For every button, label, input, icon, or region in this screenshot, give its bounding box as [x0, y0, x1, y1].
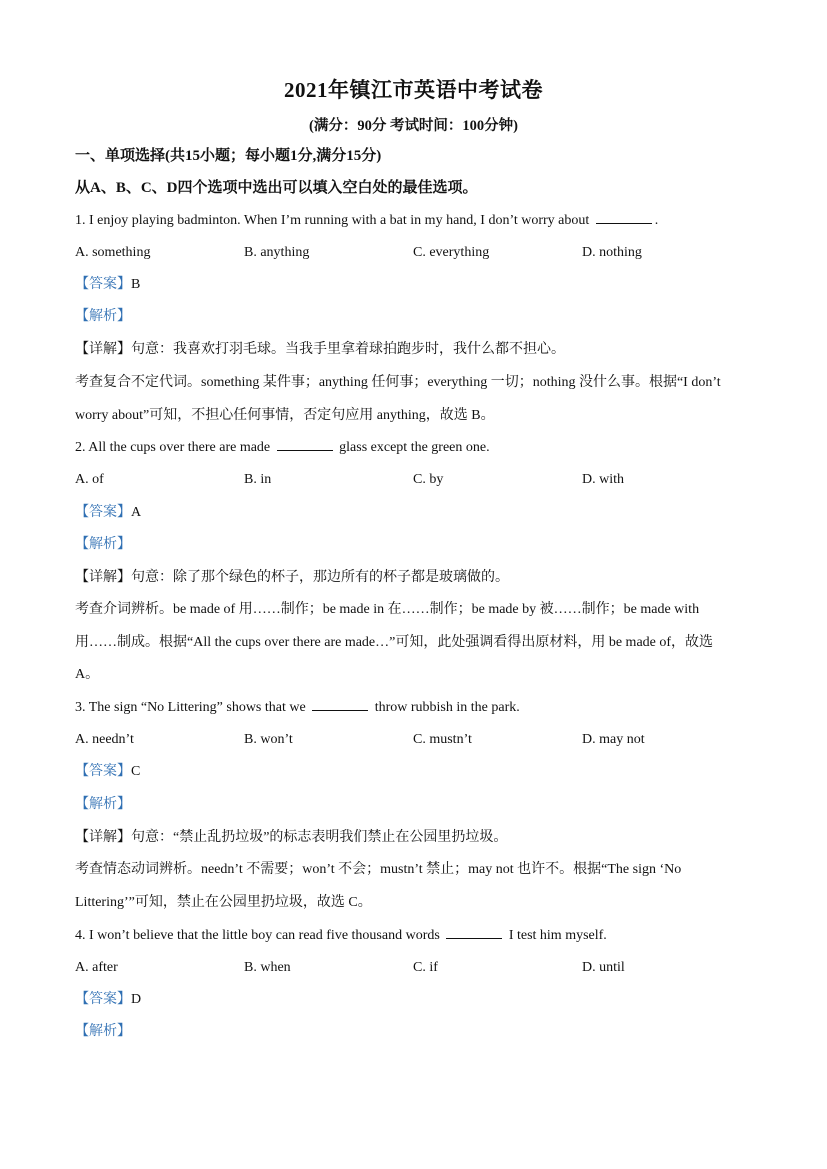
- section-instruction: 从A、B、C、D四个选项中选出可以填入空白处的最佳选项。: [75, 180, 478, 196]
- answer-value: A: [131, 505, 142, 520]
- option-a: A. of: [75, 472, 104, 487]
- analysis-label: 【解析】: [75, 537, 131, 552]
- answer-value: D: [131, 992, 142, 1007]
- option-d: D. may not: [582, 732, 645, 747]
- detail-line: 【详解】句意：除了那个绿色的杯子，那边所有的杯子都是玻璃做的。: [75, 570, 509, 585]
- option-c: C. everything: [413, 245, 490, 260]
- explanation-line: 考查复合不定代词。something 某件事；anything 任何事；everything 一切；nothing 没什么事。根据“I don’t: [75, 375, 721, 390]
- exam-info: (满分：90分 考试时间：100分钟): [308, 118, 519, 134]
- answer-blank: [596, 211, 652, 224]
- answer-blank: [312, 698, 368, 711]
- option-c: C. mustn’t: [413, 732, 472, 747]
- option-c: C. by: [413, 472, 444, 487]
- option-a: A. needn’t: [75, 732, 134, 747]
- explanation-line: 考查介词辨析。be made of 用……制作；be made in 在……制作；be made by 被……制作；be made with: [75, 602, 700, 617]
- answer-label: 【答案】: [75, 764, 131, 779]
- option-b: B. in: [244, 472, 272, 487]
- answer-label: 【答案】: [75, 505, 131, 520]
- answer-line: [75, 503, 141, 523]
- option-b: B. won’t: [244, 732, 293, 747]
- analysis-label: 【解析】: [75, 1024, 131, 1039]
- question-stem: 1. I enjoy playing badminton. When I’m running with a bat in my hand, I don’t worry about .: [75, 213, 659, 228]
- answer-value: B: [131, 277, 141, 292]
- explanation-line: worry about”可知，不担心任何事情，否定句应用 anything，故选 B。: [75, 408, 495, 423]
- option-d: D. until: [582, 960, 625, 975]
- answer-line: [75, 275, 140, 295]
- answer-value: C: [131, 764, 141, 779]
- option-c: C. if: [413, 960, 438, 975]
- explanation-line: A。: [75, 667, 100, 682]
- detail-line: 【详解】句意：“禁止乱扔垃圾”的标志表明我们禁止在公园里扔垃圾。: [75, 830, 508, 845]
- option-b: B. anything: [244, 245, 310, 260]
- explanation-line: Littering’”可知，禁止在公园里扔垃圾，故选 C。: [75, 895, 372, 910]
- question-stem: 2. All the cups over there are made glass except the green one.: [75, 440, 490, 455]
- detail-line: 【详解】句意：我喜欢打羽毛球。当我手里拿着球拍跑步时，我什么都不担心。: [75, 342, 565, 357]
- option-d: D. nothing: [582, 245, 642, 260]
- option-b: B. when: [244, 960, 291, 975]
- question-stem: 4. I won’t believe that the little boy can read five thousand words I test him myself.: [75, 928, 607, 943]
- answer-line: [75, 990, 141, 1010]
- explanation-line: 考查情态动词辨析。needn’t 不需要；won’t 不会；mustn’t 禁止；may not 也许不。根据“The sign ‘No: [75, 862, 682, 877]
- option-d: D. with: [582, 472, 624, 487]
- answer-label: 【答案】: [75, 992, 131, 1007]
- page-title: 2021年镇江市英语中考试卷: [284, 78, 543, 102]
- option-a: A. after: [75, 960, 118, 975]
- answer-label: 【答案】: [75, 277, 131, 292]
- option-a: A. something: [75, 245, 151, 260]
- question-stem: 3. The sign “No Littering” shows that we throw rubbish in the park.: [75, 700, 520, 715]
- explanation-line: 用……制成。根据“All the cups over there are made…”可知，此处强调看得出原材料，用 be made of，故选: [75, 635, 714, 650]
- answer-blank: [277, 438, 333, 451]
- section-heading: 一、单项选择(共15小题；每小题1分,满分15分): [75, 148, 382, 164]
- answer-line: [75, 762, 140, 782]
- analysis-label: 【解析】: [75, 797, 131, 812]
- analysis-label: 【解析】: [75, 309, 131, 324]
- answer-blank: [446, 926, 502, 939]
